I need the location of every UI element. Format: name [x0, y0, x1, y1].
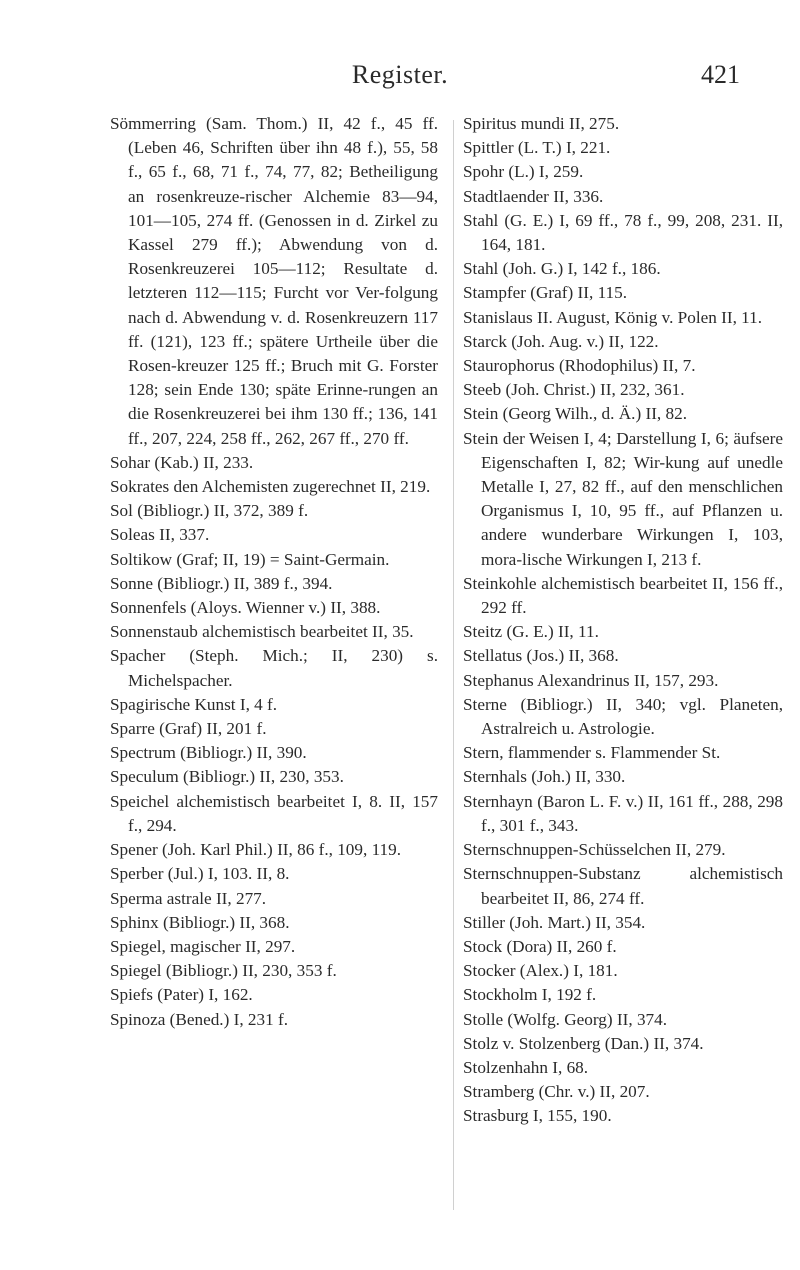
index-entry: Sokrates den Alchemisten zugerechnet II, 219.: [110, 477, 431, 497]
index-entry: Sperma astrale II, 277.: [110, 888, 267, 908]
index-entry: Stolle (Wolfg. Georg) II, 374.: [463, 1009, 668, 1029]
index-entry: Stahl (G. E.) I, 69 ff., 78 f., 99, 208, 231. II, 164, 181.: [463, 210, 783, 255]
index-entry: Speculum (Bibliogr.) II, 230, 353.: [110, 767, 344, 787]
right-column: [463, 112, 783, 1129]
index-entry: Sol (Bibliogr.) II, 372, 389 f.: [110, 501, 309, 521]
index-entry: Sternhayn (Baron L. F. v.) II, 161 ff., 288, 298 f., 301 f., 343.: [463, 791, 783, 835]
index-entry: Spagirische Kunst I, 4 f.: [110, 694, 278, 714]
column-divider: [453, 120, 454, 1210]
index-entry: Stanislaus II. August, König v. Polen II, 11.: [463, 307, 763, 327]
index-entry: Steitz (G. E.) II, 11.: [463, 622, 599, 642]
index-entry: Steinkohle alchemistisch bearbeitet II, 156 ff., 292 ff.: [463, 573, 783, 618]
index-entry: Sonnenfels (Aloys. Wienner v.) II, 388.: [110, 598, 381, 618]
index-entry: Stolzenhahn I, 68.: [463, 1057, 589, 1077]
index-entry: Spectrum (Bibliogr.) II, 390.: [110, 743, 307, 763]
index-entry: Spohr (L.) I, 259.: [463, 162, 584, 182]
index-entry: Staurophorus (Rhodophilus) II, 7.: [463, 356, 696, 376]
index-entry: Sonne (Bibliogr.) II, 389 f., 394.: [110, 573, 333, 593]
index-entry: Stock (Dora) II, 260 f.: [463, 936, 617, 956]
index-entry: Stein der Weisen I, 4; Darstellung I, 6; äufsere Eigenschaften I, 82; Wir-kung auf unedle Metalle I, 27, 82 ff., auf den menschlichen Organismus I, 10, 95 ff., auf Pflanzen u. andere wunderbare Wirkungen I, 103, mora-lische Wirkungen I, 213 f.: [463, 428, 783, 569]
index-entry: Starck (Joh. Aug. v.) II, 122.: [463, 331, 659, 351]
index-entry: Stern, flammender s. Flammender St.: [463, 743, 721, 763]
index-entry: Spinoza (Bened.) I, 231 f.: [110, 1009, 289, 1029]
index-entry: Speichel alchemistisch bearbeitet I, 8. II, 157 f., 294.: [110, 791, 438, 835]
index-entry: Sterne (Bibliogr.) II, 340; vgl. Planeten, Astralreich u. Astrologie.: [463, 694, 783, 739]
index-entry: Spacher (Steph. Mich.; II, 230) s. Michelspacher.: [110, 646, 438, 690]
index-entry: Stiller (Joh. Mart.) II, 354.: [463, 912, 646, 932]
index-entry: Spener (Joh. Karl Phil.) II, 86 f., 109, 119.: [110, 840, 402, 860]
page-header: [0, 60, 800, 100]
index-entry: Sömmerring (Sam. Thom.) II, 42 f., 45 ff. (Leben 46, Schriften über ihn 48 f.), 55, 58 f., 65 f., 68, 71 f., 74, 77, 82; Betheiligung an rosenkreuze-rischer Alchemie 83—94, 101—105, 274 ff. (Genossen in d. Zirkel zu Kassel 279 ff.); Abwendung von d. Rosenkreuzerei 105—112; Resultate d. letzteren 112—115; Furcht vor Ver-folgung nach d. Abwendung v. d. Rosenkreuzern 117 ff. (121), 123 ff.; spätere Urtheile über die Rosen-kreuzer 125 ff.; Bruch mit G. Forster 128; sein Ende 130; späte Erinne-rungen an die Rosenkreuzerei bei ihm 130 ff.; 136, 141 ff., 207, 224, 258 ff., 262, 267 ff., 270 ff.: [110, 114, 438, 448]
index-entry: Sperber (Jul.) I, 103. II, 8.: [110, 864, 290, 884]
index-entry: Stramberg (Chr. v.) II, 207.: [463, 1082, 650, 1102]
index-entry: Spittler (L. T.) I, 221.: [463, 138, 611, 158]
index-entry: Spiegel (Bibliogr.) II, 230, 353 f.: [110, 961, 337, 981]
index-entry: Stellatus (Jos.) II, 368.: [463, 646, 619, 666]
index-entry: Spiegel, magischer II, 297.: [110, 936, 296, 956]
left-column: [110, 112, 438, 1032]
index-entry: Stampfer (Graf) II, 115.: [463, 283, 628, 303]
index-entry: Sternschnuppen-Substanz alchemistisch bearbeitet II, 86, 274 ff.: [463, 864, 783, 908]
index-entry: Stocker (Alex.) I, 181.: [463, 961, 618, 981]
index-entry: Stolz v. Stolzenberg (Dan.) II, 374.: [463, 1033, 704, 1053]
index-entry: Sparre (Graf) II, 201 f.: [110, 719, 267, 739]
index-entry: Soltikow (Graf; II, 19) = Saint-Germain.: [110, 549, 390, 569]
index-entry: Strasburg I, 155, 190.: [463, 1106, 612, 1126]
index-entry: Stein (Georg Wilh., d. Ä.) II, 82.: [463, 404, 687, 424]
index-entry: Stephanus Alexandrinus II, 157, 293.: [463, 670, 719, 690]
index-entry: Sphinx (Bibliogr.) II, 368.: [110, 912, 290, 932]
index-entry: Sternhals (Joh.) II, 330.: [463, 767, 626, 787]
index-entry: Soleas II, 337.: [110, 525, 210, 545]
index-entry: Stadtlaender II, 336.: [463, 186, 604, 206]
index-entry: Stockholm I, 192 f.: [463, 985, 597, 1005]
index-entry: Sonnenstaub alchemistisch bearbeitet II, 35.: [110, 622, 414, 642]
index-entry: Stahl (Joh. G.) I, 142 f., 186.: [463, 259, 661, 279]
index-entry: Steeb (Joh. Christ.) II, 232, 361.: [463, 380, 685, 400]
page-number: 421: [701, 60, 740, 89]
index-entry: Sternschnuppen-Schüsselchen II, 279.: [463, 840, 726, 860]
index-entry: Spiritus mundi II, 275.: [463, 114, 620, 133]
page-title: Register.: [351, 60, 449, 89]
index-entry: Sohar (Kab.) II, 233.: [110, 452, 254, 472]
index-entry: Spiefs (Pater) I, 162.: [110, 985, 253, 1005]
